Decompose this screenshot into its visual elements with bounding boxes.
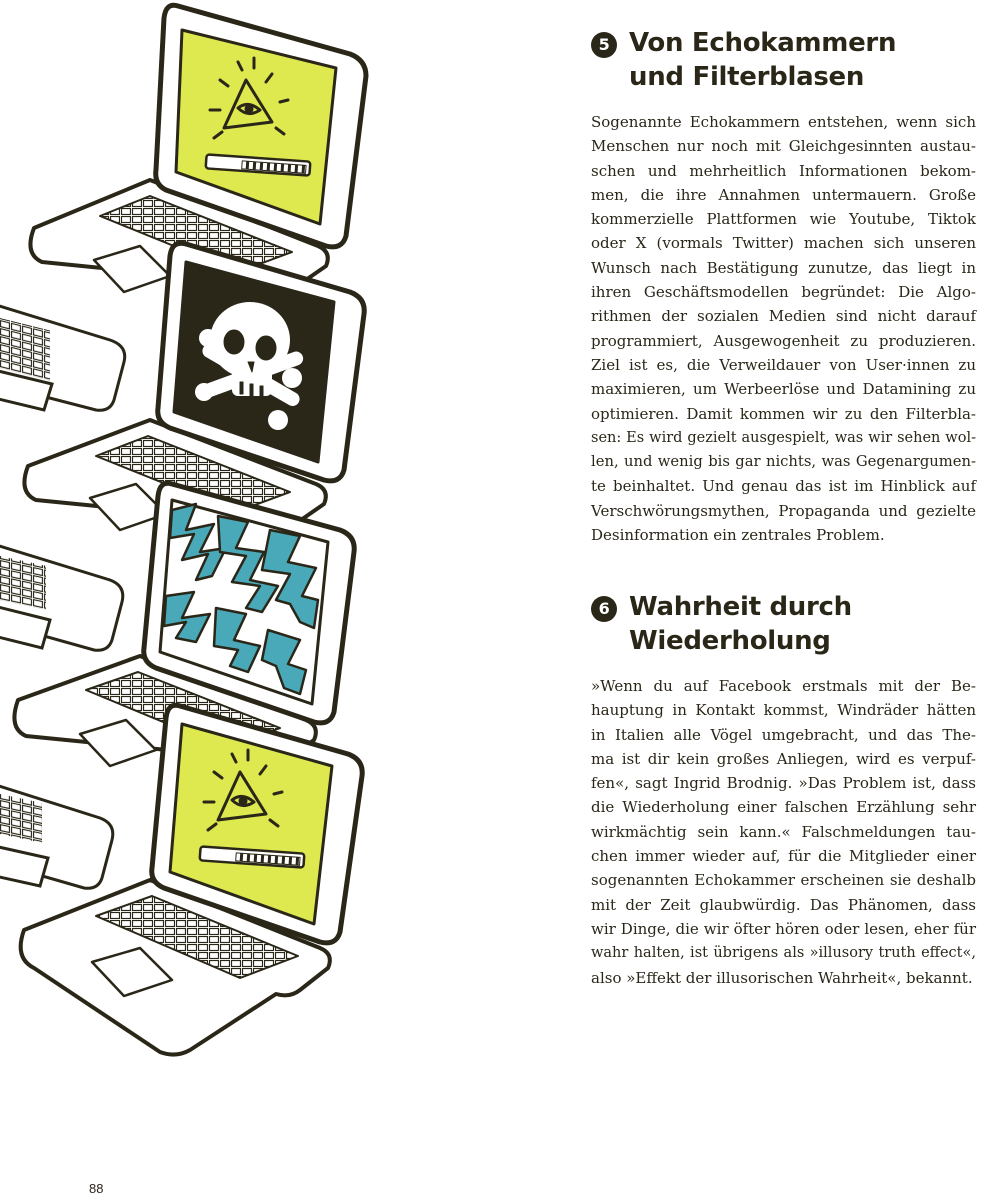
heading-line: Von Echokammern (629, 28, 897, 58)
body-line: schen und mehrheitlich Informationen bekom- (591, 161, 976, 180)
heading-line: Wahrheit durch (629, 592, 852, 622)
body-line: men, die ihre Annahmen untermauern. Große (591, 185, 976, 204)
body-line: kommerzielle Plattformen wie Youtube, Tiktok (591, 210, 976, 229)
body-line: optimieren. Damit kommen wir zu den Filterbla- (591, 404, 976, 423)
heading-line: und Filterblasen (629, 62, 865, 92)
body-line: Desinformation ein zentrales Problem. (591, 526, 885, 545)
body-line: ma ist dir kein großes Anliegen, wird es verpuf- (591, 749, 976, 768)
body-line: te beinhaltet. Und genau das ist im Hinblick auf (591, 477, 976, 496)
body-line: Ziel ist es, die Verweildauer von User·innen zu (591, 355, 976, 374)
body-line: len, und wenig bis gar nichts, was Gegenargumen- (591, 453, 976, 471)
body-line: fen«, sagt Ingrid Brodnig. »Das Problem ist, dass (591, 774, 976, 793)
left-laptop-1 (0, 300, 125, 410)
stacked-laptops-illustration (0, 0, 380, 1070)
body-line: also »Effekt der illusorischen Wahrheit«, bekannt. (591, 968, 973, 987)
body-line: Menschen nur noch mit Gleichgesinnten austau- (591, 137, 976, 156)
body-line: die Wiederholung einer falschen Erzählung sehr (591, 798, 976, 817)
body-line: wir Dinge, die wir öfter hören oder lesen, eher für (591, 919, 976, 938)
section-heading (591, 26, 976, 94)
body-line: ihren Geschäftsmodellen begründet: Die Algo- (591, 283, 976, 302)
body-line: sogenannten Echokammer erscheinen sie deshalb (591, 871, 976, 890)
body-line: Sogenannte Echokammern entstehen, wenn sich (591, 113, 976, 131)
body-line: »Wenn du auf Facebook erstmals mit der Be- (591, 677, 976, 695)
body-line: in Italien alle Vögel umgebracht, und das The- (591, 725, 976, 744)
body-line: chen immer wieder auf, für die Mitglieder einer (591, 847, 976, 866)
heading-line: Wiederholung (629, 626, 831, 656)
body-line: hauptung in Kontakt kommst, Windräder hätten (591, 701, 976, 720)
body-line: programmiert, Ausgewogenheit zu produzieren. (591, 331, 976, 350)
left-laptop-2 (0, 540, 123, 650)
body-line: mit der Zeit glaubwürdig. Das Phänomen, dass (591, 895, 976, 914)
page-number: 88 (89, 1181, 104, 1196)
body-line: rithmen der sozialen Medien sind nicht darauf (591, 307, 976, 326)
body-line: Wunsch nach Bestätigung zunutze, das liegt in (591, 258, 976, 277)
body-line: maximieren, um Werbeerlöse und Datamining zu (591, 380, 976, 399)
body-line: Verschwörungsmythen, Propaganda und gezielte (591, 501, 976, 520)
section-number-badge: 6 (591, 596, 617, 622)
section-body (591, 110, 976, 547)
section-number-badge: 5 (591, 32, 617, 58)
body-line: wirkmächtig sein kann.« Falschmeldungen tau- (591, 822, 976, 841)
section-echo-chambers (591, 26, 976, 547)
body-line: wahr halten, ist übrigens als »illusory truth effect«, (591, 945, 976, 962)
section-truth-by-repetition (591, 590, 976, 990)
left-laptop-3 (0, 780, 113, 888)
section-heading (591, 590, 976, 658)
section-body (591, 674, 976, 990)
body-line: oder X (vormals Twitter) machen sich unseren (591, 234, 976, 253)
body-line: sen: Es wird gezielt ausgespielt, was wir sehen wol- (591, 429, 976, 446)
